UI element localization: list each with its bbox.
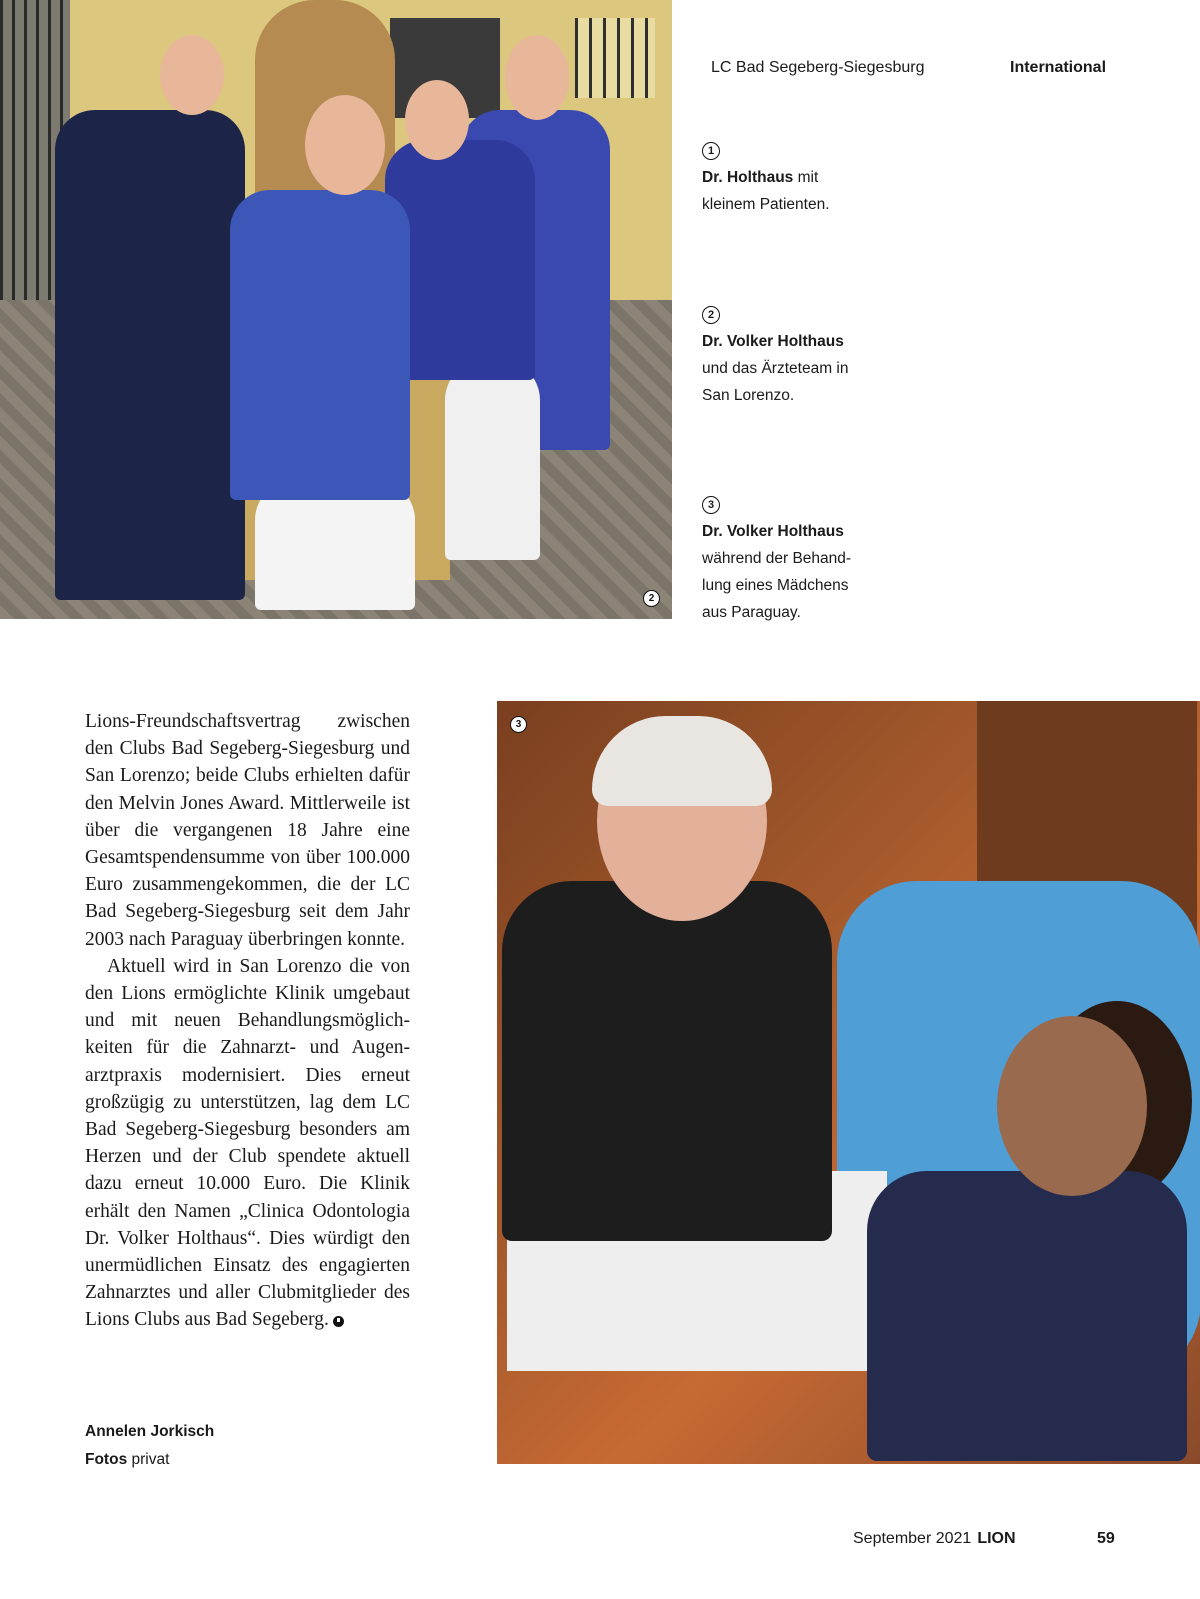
caption-3-line4: aus Paraguay. <box>702 604 801 621</box>
girl-head <box>997 1016 1147 1196</box>
caption-3-line2: während der Behand- <box>702 550 852 567</box>
person-1-head <box>160 35 224 115</box>
article-paragraph-1: Lions-Freundschaftsvertrag zwischen den Clubs Bad Segeberg-Siegesburg und San Lorenzo; beide Clubs erhielten dafür den Melvin Jones Award. Mittlerweile ist über die vergangenen 18 Jahre eine Gesamtspendensumme von über 100.000 Euro zusammengekommen, die der LC Bad Segeberg-Siegesburg seit dem Jahr 2003 nach Paraguay überbringen konnte. <box>85 711 410 950</box>
treatment-photo <box>497 701 1200 1464</box>
author-name: Annelen Jorkisch <box>85 1423 215 1440</box>
person-4-head <box>505 35 569 120</box>
section-label: LC Bad Segeberg-Siegesburg <box>711 59 925 76</box>
caption-1-name: Dr. Holthaus <box>702 169 794 186</box>
person-3-head <box>405 80 469 160</box>
article-paragraph-2-text: Aktuell wird in San Lorenzo die von den Lions ermöglichte Klinik umgebaut und mit neuen Behandlungsmöglichkeiten für die Zahnarzt- und Augenarztpraxis modernisiert. Dies erneut großzügig zu unterstützen, lag dem LC Bad Segeberg-Siegesburg besonders am Herzen und der Club spendete aktuell dazu erneut 10.000 Euro. Die Klinik erhält den Namen „Clinica Odontologia Dr. Volker Holthaus“. Dies würdigt den unermüdlichen Einsatz des engagierten Zahnarztes und aller Clubmitglieder des Lions Clubs aus Bad Segeberg. <box>85 955 410 1331</box>
category-label: International <box>1010 59 1107 76</box>
caption-1-line1: mit <box>793 169 819 186</box>
caption-3-name: Dr. Volker Holthaus <box>702 523 844 540</box>
person-3-trousers <box>445 360 540 560</box>
caption-2-name: Dr. Volker Holthaus <box>702 333 844 350</box>
photos-credit: privat <box>127 1451 170 1468</box>
article-end-icon <box>333 1316 344 1327</box>
person-2-head <box>305 95 385 195</box>
issue-date: September 2021 <box>853 1530 972 1547</box>
caption-marker-2: 2 <box>702 306 720 324</box>
footer-issue <box>853 1530 1016 1548</box>
caption-marker-3: 3 <box>702 496 720 514</box>
photos-label: Fotos <box>85 1451 128 1468</box>
person-1 <box>55 110 245 600</box>
magazine-brand: LION <box>977 1530 1016 1547</box>
photo-marker-2: 2 <box>643 590 660 607</box>
article-paragraph-2 <box>85 953 410 1334</box>
caption-1 <box>702 142 932 218</box>
caption-1-line2: kleinem Patienten. <box>702 196 830 213</box>
caption-2-line2: und das Ärzteteam in <box>702 360 849 377</box>
person-2 <box>230 190 410 500</box>
girl <box>867 1171 1187 1461</box>
caption-marker-1: 1 <box>702 142 720 160</box>
page-number: 59 <box>1097 1530 1115 1547</box>
photo-marker-3: 3 <box>510 716 527 733</box>
photo-window-grille <box>575 18 655 98</box>
team-photo <box>0 0 672 619</box>
credits <box>85 1418 214 1474</box>
caption-3 <box>702 496 932 626</box>
caption-3-line3: lung eines Mädchens <box>702 577 849 594</box>
caption-2 <box>702 306 932 409</box>
caption-2-line3: San Lorenzo. <box>702 387 795 404</box>
dentist-hair <box>592 716 772 806</box>
article-body <box>85 708 410 1334</box>
dentist <box>502 881 832 1241</box>
